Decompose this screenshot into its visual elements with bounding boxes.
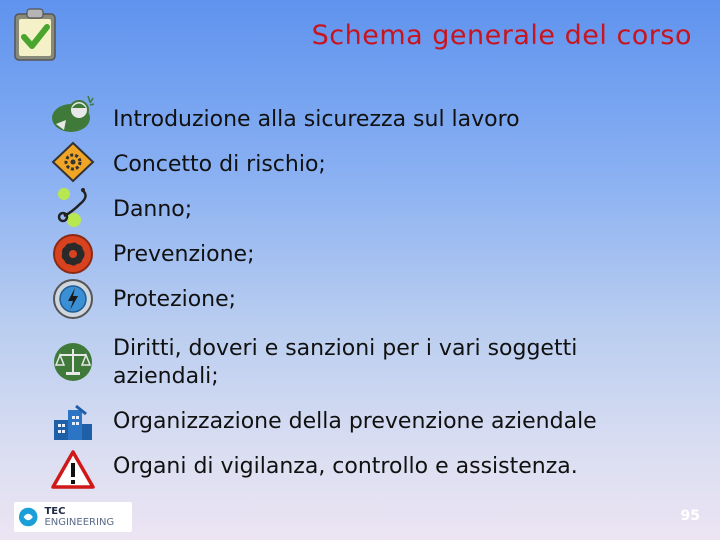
prevention-gear-button-icon	[50, 233, 96, 275]
logo-text	[44, 506, 132, 528]
stethoscope-icon	[50, 186, 96, 228]
list-item-label: Protezione;	[113, 287, 237, 312]
tec-engineering-logo	[14, 502, 132, 532]
list-item-label: Prevenzione;	[113, 242, 255, 267]
protection-lightning-button-icon	[50, 278, 96, 320]
justice-scales-icon	[50, 341, 96, 383]
warning-triangle-icon	[50, 449, 96, 491]
safety-worker-icon	[50, 94, 96, 136]
risk-warning-diamond-icon	[50, 141, 96, 183]
logo-rest: ENGINEERING	[44, 517, 115, 528]
organization-building-icon	[50, 402, 96, 444]
list-item-label: Introduzione alla sicurezza sul lavoro	[113, 107, 520, 132]
slide-title: Schema generale del corso	[311, 20, 692, 51]
list-item-label: Organizzazione della prevenzione aziendale	[113, 409, 597, 434]
list-item-label: Danno;	[113, 197, 193, 222]
tec-logo-icon	[18, 506, 38, 528]
list-item-label: Organi di vigilanza, controllo e assistenza.	[113, 454, 578, 479]
list-item-label: Diritti, doveri e sanzioni per i vari soggetti aziendali;	[113, 336, 578, 389]
list-item-label: Concetto di rischio;	[113, 152, 326, 177]
logo-brand: TEC	[44, 506, 66, 517]
page-number: 95	[680, 508, 700, 524]
